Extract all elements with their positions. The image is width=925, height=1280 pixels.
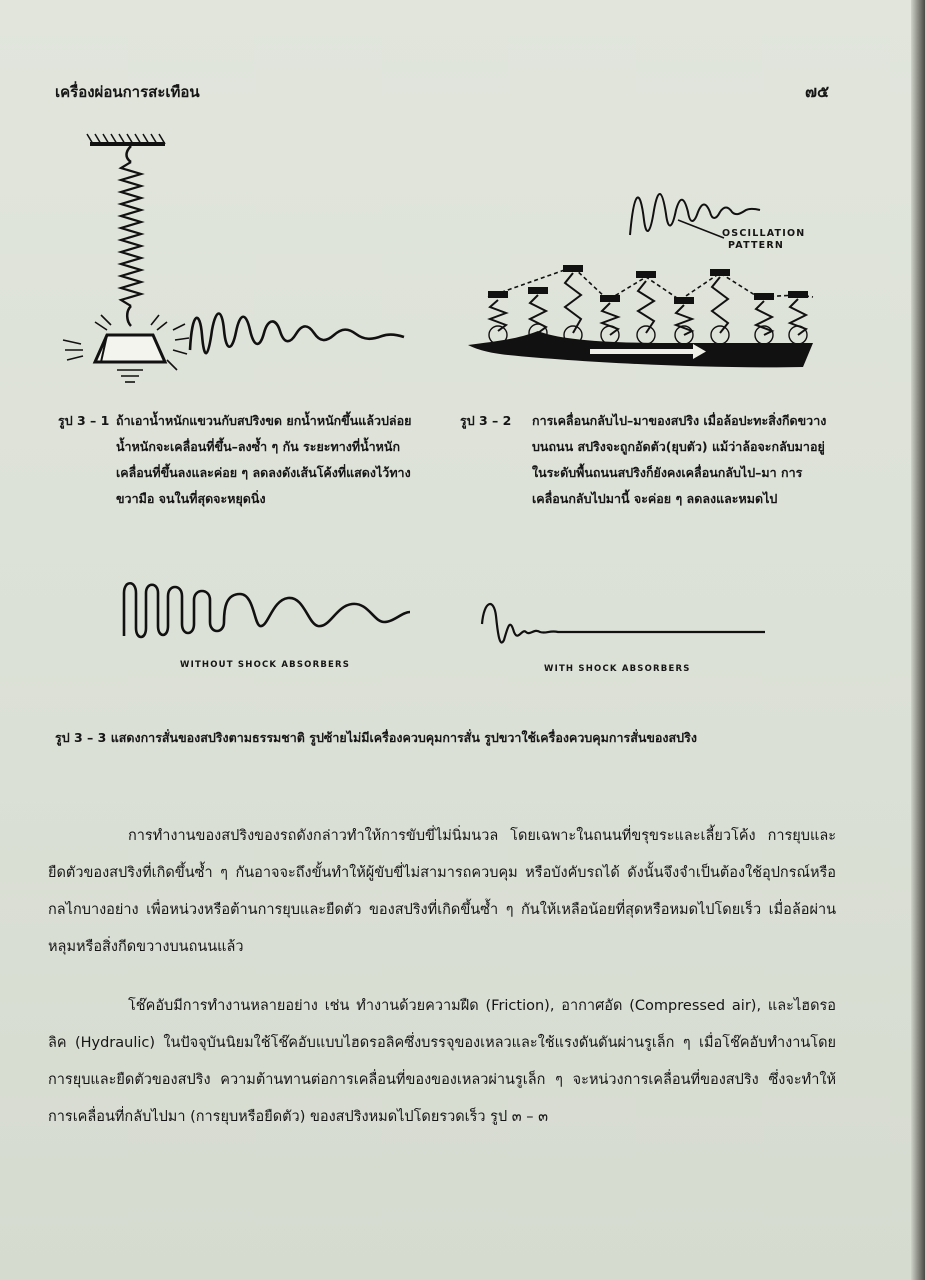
- figure-3-2-caption-text: การเคลื่อนกลับไป–มาของสปริง เมื่อล้อปะทะสิ่งกีดขวางบนถนน สปริงจะถูกอัดตัว(ยุบตัว) แม้ว่าล้อจะกลับมาอยู่ในระดับพื้นถนนสปริงก็ยังคงเคลื่อนกลับไป–มา การเคลื่อนกลับไปมานี้ จะค่อย ๆ ลดลงและหมดไป: [532, 413, 827, 506]
- body-paragraph-1-text: การทำงานของสปริงของรถดังกล่าวทำให้การขับขี่ไม่นิ่มนวล โดยเฉพาะในถนนที่ขรุขระและเลี้ยวโค้ง การยุบและยืดตัวของสปริงที่เกิดขึ้นซ้ำ ๆ กันอาจจะถึงขั้นทำให้ผู้ขับขี่ไม่สามารถควบคุม หรือบังคับรถได้ ดังนั้นจึงจำเป็นต้องใช้อุปกรณ์หรือกลไกบางอย่าง เพื่อหน่วงหรือต้านการยุบและยืดตัว ของสปริงที่เกิดขึ้นซ้ำ ๆ กันให้เหลือน้อยที่สุดหรือหมดไปโดยเร็ว เมื่อล้อผ่านหลุมหรือสิ่งกีดขวางบนถนนแล้ว: [48, 828, 836, 955]
- oscillation-pattern-label: OSCILLATION PATTERN: [722, 228, 806, 251]
- body-paragraph-1: [48, 818, 836, 966]
- page-number: ๗๕: [805, 82, 830, 101]
- running-head: เครื่องผ่อนการสะเทือน: [55, 83, 200, 101]
- figure-3-1-caption-text: ถ้าเอาน้ำหนักแขวนกับสปริงขด ยกน้ำหนักขึ้นแล้วปล่อย น้ำหนักจะเคลื่อนที่ขึ้น–ลงซ้ำ ๆ กัน ระยะทางที่น้ำหนักเคลื่อนที่ขึ้นลงและค่อย ๆ ลดลงดังเส้นโค้งที่แสดงไว้ทางขวามือ จนในที่สุดจะหยุดนิ่ง: [116, 413, 412, 506]
- wave-without-shock-absorbers: [122, 578, 412, 644]
- page-edge-shadow: [911, 0, 925, 1280]
- body-paragraph-2: [48, 988, 836, 1136]
- without-shock-absorbers-label: WITHOUT SHOCK ABSORBERS: [180, 660, 351, 670]
- with-shock-absorbers-label: WITH SHOCK ABSORBERS: [544, 664, 691, 674]
- decaying-oscillation-wave-3-1: [188, 300, 408, 370]
- figure-3-1-label: รูป 3 – 1: [58, 413, 110, 428]
- road-springs-illustration: [468, 255, 828, 380]
- wave-with-shock-absorbers: [478, 596, 768, 652]
- figure-3-3-caption: รูป 3 – 3 แสดงการสั่นของสปริงตามธรรมชาติ รูปซ้ายไม่มีเครื่องควบคุมการสั่น รูปขวาใช้เครื่องควบคุมการสั่นของสปริง: [55, 730, 697, 745]
- body-paragraph-2-text: โช๊คอับมีการทำงานหลายอย่าง เช่น ทำงานด้วยความฝืด (Friction), อากาศอัด (Compressed air), และไฮดรอลิค (Hydraulic) ในปัจจุบันนิยมใช้โช๊คอับแบบไฮดรอลิคซึ่งบรรจุของเหลวและใช้แรงดันดันผ่านรูเล็ก ๆ เมื่อโช๊คอับทำงานโดยการยุบและยืดตัวของสปริง ความต้านทานต่อการเคลื่อนที่ของของเหลวผ่านรูเล็ก ๆ จะหน่วงการเคลื่อนที่ของสปริง ซึ่งจะทำให้การเคลื่อนที่กลับไปมา (การยุบหรือยืดตัว) ของสปริงหมดไปโดยรวดเร็ว รูป ๓ – ๓: [48, 998, 836, 1125]
- figure-3-2-label: รูป 3 – 2: [460, 413, 512, 428]
